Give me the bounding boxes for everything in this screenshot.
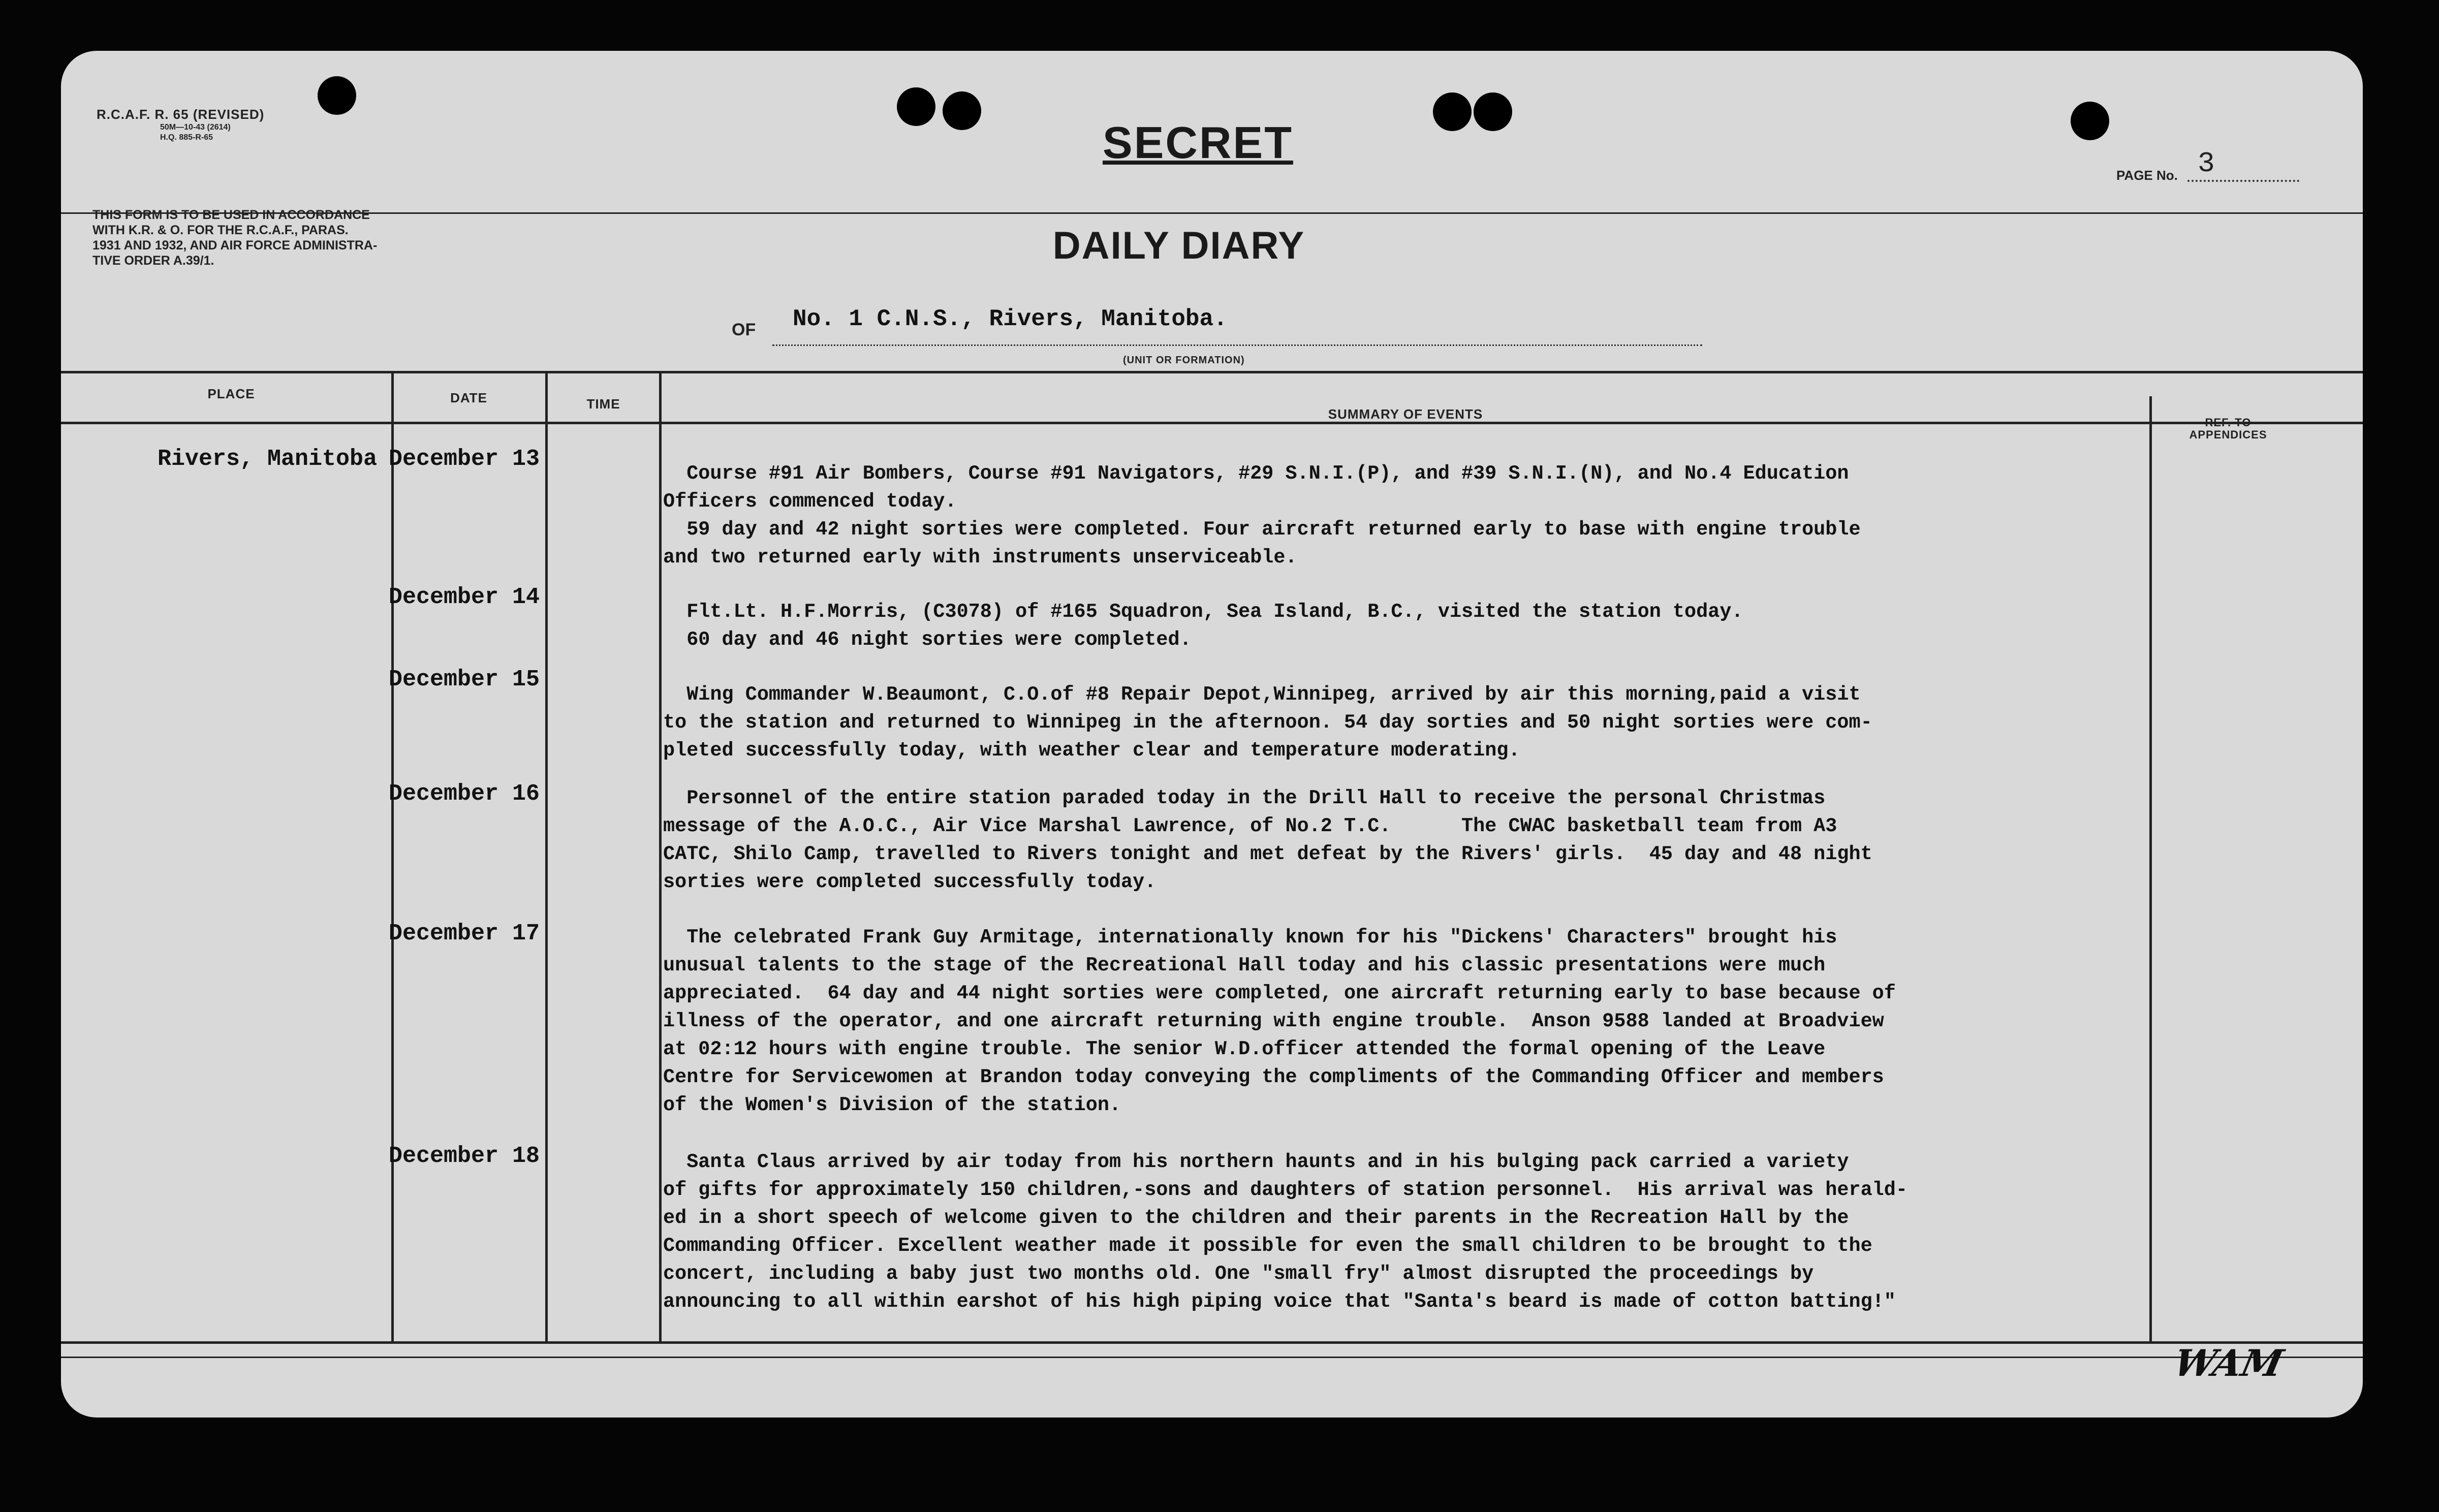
diary-entry [663,924,2121,1119]
punch-hole [943,91,981,130]
entry-line: 60 day and 46 night sorties were completed. [663,628,1192,651]
diary-entry [663,681,2121,765]
date-cell: December 16 [389,781,540,807]
entry-line: of gifts for approximately 150 children,-sons and daughters of station personnel. His arrival was herald- [663,1179,1908,1201]
date-cell: December 17 [389,921,540,947]
column-divider [391,371,394,1341]
handwritten-initials: WAM [2170,1341,2287,1384]
form-number: R.C.A.F. R. 65 (REVISED) [97,107,265,122]
unit-caption: (UNIT OR FORMATION) [1123,355,1245,366]
entry-line: appreciated. 64 day and 44 night sorties were completed, one aircraft returning early to base because of [663,982,1896,1004]
page-title: DAILY DIARY [1052,224,1305,267]
table-bottom-rule [61,1341,2363,1344]
column-header-appendices [2152,417,2304,441]
punch-hole [1474,92,1512,131]
entry-line: Flt.Lt. H.F.Morris, (C3078) of #165 Squadron, Sea Island, B.C., visited the station today. [663,601,1743,623]
classification-heading: SECRET [1103,117,1293,168]
entry-line: ed in a short speech of welcome given to the children and their parents in the Recreation Hall by the [663,1207,1849,1229]
page-number-line [2187,180,2299,182]
entry-line: message of the A.O.C., Air Vice Marshal Lawrence, of No.2 T.C. The CWAC basketball team from A3 [663,815,1837,837]
entry-line: announcing to all within earshot of his high piping voice that "Santa's beard is made of cotton batting!" [663,1290,1896,1313]
date-cell: December 14 [389,584,540,610]
entry-line: illness of the operator, and one aircraft returning with engine trouble. Anson 9588 landed at Broadview [663,1010,1884,1032]
column-divider [659,371,662,1341]
unit-prefix-label: OF [732,320,756,339]
form-print-code: 50M—10-43 (2614) [160,123,231,132]
entry-line: Centre for Servicewomen at Brandon today conveying the compliments of the Commanding Officer and members [663,1066,1884,1088]
page-number-value: 3 [2198,147,2215,180]
date-cell: December 18 [389,1143,540,1169]
column-divider [545,371,548,1341]
form-note-line: THIS FORM IS TO BE USED IN ACCORDANCE [92,208,370,222]
unit-underline [772,344,1702,346]
entry-line: Course #91 Air Bombers, Course #91 Navigators, #29 S.N.I.(P), and #39 S.N.I.(N), and No.4 Education [663,462,1849,485]
entry-line: Personnel of the entire station paraded today in the Drill Hall to receive the personal Christmas [663,787,1826,809]
appendices-label-line: APPENDICES [2189,428,2267,441]
table-top-rule [61,371,2363,373]
page-number-field [2116,147,2215,183]
punch-hole [1433,92,1472,131]
entry-line: unusual talents to the stage of the Recreational Hall today and his classic presentations were much [663,954,1826,976]
entry-line: 59 day and 42 night sorties were completed. Four aircraft returned early to base with engine trouble [663,518,1861,541]
diary-entry [663,1148,2121,1316]
place-cell: Rivers, Manitoba [158,446,378,472]
punch-hole [2071,102,2109,140]
form-usage-note [92,207,550,268]
date-cell: December 15 [389,667,540,692]
diary-entry [663,784,2121,896]
punch-hole [318,76,356,115]
column-header-date: DATE [450,390,487,405]
diary-entry [663,460,2121,572]
form-note-line: TIVE ORDER A.39/1. [92,254,214,268]
entry-line: at 02:12 hours with engine trouble. The senior W.D.officer attended the formal opening of the Leave [663,1038,1826,1060]
form-note-line: 1931 AND 1932, AND AIR FORCE ADMINISTRA- [92,238,378,253]
column-header-place: PLACE [207,386,255,401]
entry-line: pleted successfully today, with weather clear and temperature moderating. [663,739,1520,762]
entry-line: to the station and returned to Winnipeg in the afternoon. 54 day sorties and 50 night sorties were com- [663,711,1872,734]
form-identifier [97,107,264,143]
column-divider [2149,396,2152,1341]
appendices-label-line: REF. TO [2205,416,2252,429]
form-hq-code: H.Q. 885-R-65 [160,133,213,142]
entry-line: of the Women's Division of the station. [663,1094,1121,1116]
date-cell: December 13 [389,446,540,472]
entry-line: Wing Commander W.Beaumont, C.O.of #8 Repair Depot,Winnipeg, arrived by air this morning,paid a visit [663,683,1861,706]
entry-line: Officers commenced today. [663,490,957,513]
unit-name: No. 1 C.N.S., Rivers, Manitoba. [793,306,1228,332]
entry-line: The celebrated Frank Guy Armitage, internationally known for his "Dickens' Characters" brought his [663,926,1837,949]
form-note-line: WITH K.R. & O. FOR THE R.C.A.F., PARAS. [92,223,349,237]
punch-hole [897,87,935,126]
column-header-time: TIME [586,396,620,412]
column-header-summary: SUMMARY OF EVENTS [1328,406,1483,422]
diary-form-page [61,51,2363,1418]
table-footer-rule [61,1357,2363,1358]
entry-line: Santa Claus arrived by air today from his northern haunts and in his bulging pack carried a variety [663,1151,1849,1173]
diary-entry [663,598,2121,654]
entry-line: CATC, Shilo Camp, travelled to Rivers tonight and met defeat by the Rivers' girls. 45 day and 48 night [663,843,1872,865]
entry-line: sorties were completed successfully today. [663,871,1156,893]
entry-line: concert, including a baby just two months old. One "small fry" almost disrupted the proceedings by [663,1263,1814,1285]
entry-line: Commanding Officer. Excellent weather made it possible for even the small children to be brought to the [663,1235,1872,1257]
entry-line: and two returned early with instruments unserviceable. [663,546,1297,569]
page-number-label: PAGE No. [2116,168,2178,183]
